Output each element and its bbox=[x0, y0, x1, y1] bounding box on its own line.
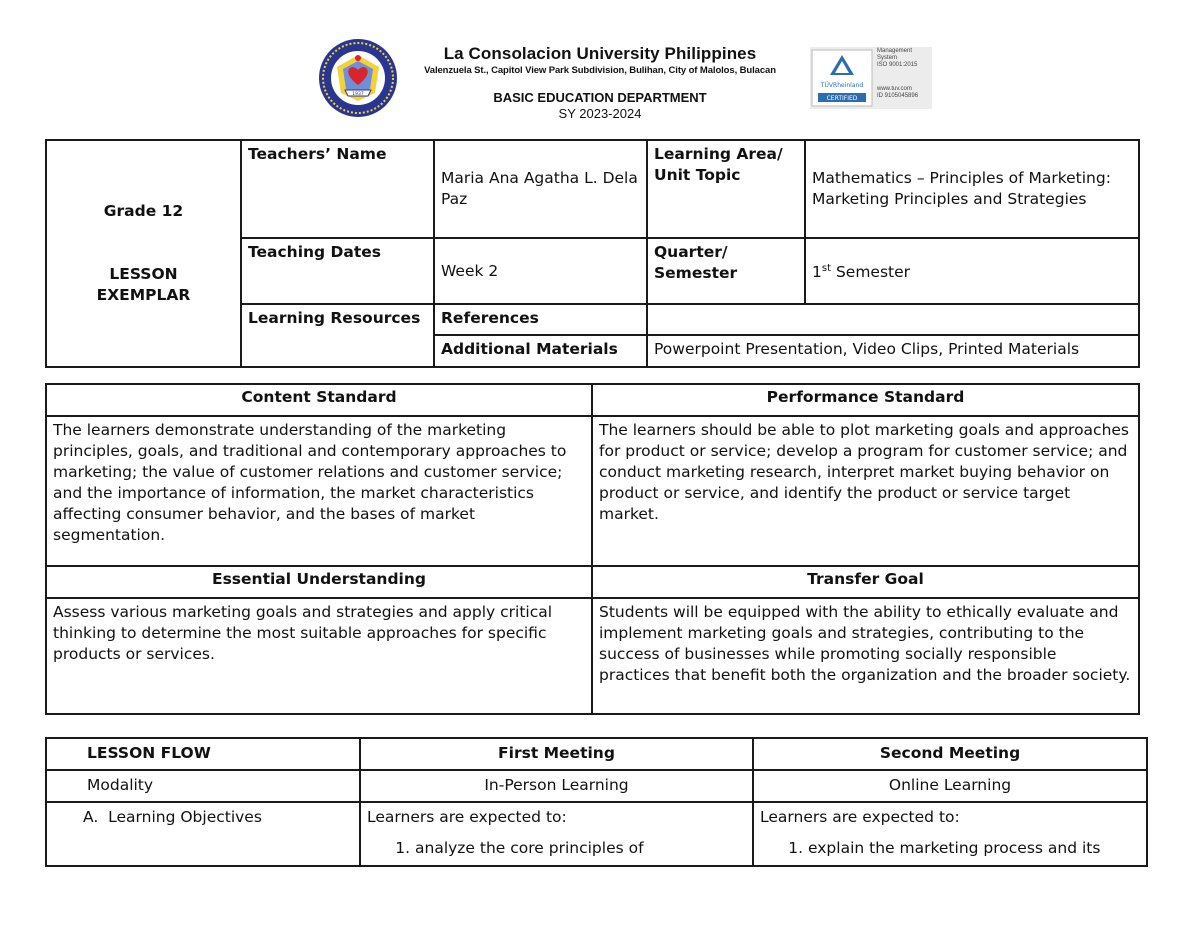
essential-understanding-text: Assess various marketing goals and strategies and apply critical thinking to determine the most suitable approaches for specific products or services. bbox=[46, 598, 592, 714]
semester-number: 1 bbox=[812, 263, 822, 282]
objective-item: 1. analyze the core principles of bbox=[415, 838, 746, 859]
quarter-value bbox=[805, 238, 1139, 304]
first-modality: In-Person Learning bbox=[360, 770, 753, 802]
second-modality: Online Learning bbox=[753, 770, 1147, 802]
transfer-goal-text: Students will be equipped with the ability to ethically evaluate and implement marketing goals and strategies, contributing to the success of businesses while promoting socially responsible practices that benefit both the organization and the broader society. bbox=[592, 598, 1139, 714]
teaching-dates-label: Teaching Dates bbox=[241, 238, 434, 304]
quarter-label: Quarter/ Semester bbox=[647, 238, 805, 304]
second-objectives-cell bbox=[753, 802, 1147, 866]
objectives-marker: A. bbox=[83, 808, 99, 826]
cert-brand: TÜVRheinland bbox=[820, 82, 864, 89]
modality-label: Modality bbox=[46, 770, 360, 802]
learning-area-label bbox=[647, 140, 805, 238]
references-value bbox=[647, 304, 1139, 335]
essential-understanding-header: Essential Understanding bbox=[46, 566, 592, 598]
header-text-block bbox=[410, 44, 790, 121]
performance-standard-header: Performance Standard bbox=[592, 384, 1139, 416]
second-objectives-list bbox=[760, 838, 1140, 859]
semester-text: Semester bbox=[831, 263, 911, 282]
doc-type-label: LESSON EXEMPLAR bbox=[96, 265, 191, 304]
objective-item: 1. explain the marketing process and its bbox=[808, 838, 1140, 859]
grade-cell bbox=[46, 140, 241, 367]
learning-area-label-line: Learning Area/ bbox=[654, 145, 783, 163]
first-objectives-intro: Learners are expected to: bbox=[367, 808, 567, 826]
additional-materials-value: Powerpoint Presentation, Video Clips, Printed Materials bbox=[647, 335, 1139, 367]
performance-standard-text: The learners should be able to plot marketing goals and approaches for product or service; develop a program for customer service; and conduct marketing research, interpret market buying behavior on product or service, and identify the product or service target market. bbox=[592, 416, 1139, 566]
university-name: La Consolacion University Philippines bbox=[443, 44, 757, 63]
grade-label: Grade 12 bbox=[103, 202, 184, 220]
cert-line: Management bbox=[877, 48, 913, 54]
teaching-dates-value: Week 2 bbox=[434, 238, 647, 304]
lesson-info-table bbox=[45, 139, 1140, 368]
cert-footer-line: www.tuv.com bbox=[877, 85, 912, 92]
cert-line: System bbox=[877, 55, 898, 62]
content-standard-header: Content Standard bbox=[46, 384, 592, 416]
learning-area-label-line: Unit Topic bbox=[654, 166, 741, 184]
standards-table bbox=[45, 383, 1140, 715]
additional-materials-label: Additional Materials bbox=[434, 335, 647, 367]
learning-area-value: Mathematics – Principles of Marketing: Marketing Principles and Strategies bbox=[805, 140, 1139, 238]
second-objectives-intro: Learners are expected to: bbox=[760, 808, 960, 826]
document-header bbox=[0, 0, 1200, 135]
lesson-flow-table bbox=[45, 737, 1148, 867]
university-address: Valenzuela St., Capitol View Park Subdivision, Bulihan, City of Malolos, Bulacan bbox=[424, 65, 776, 76]
school-year: SY 2023-2024 bbox=[558, 106, 642, 121]
objectives-label: Learning Objectives bbox=[108, 808, 262, 826]
teachers-name-label: Teachers’ Name bbox=[241, 140, 434, 238]
certification-text bbox=[877, 48, 932, 100]
cert-status: CERTIFIED bbox=[826, 95, 858, 102]
first-objectives-list bbox=[367, 838, 746, 859]
transfer-goal-header: Transfer Goal bbox=[592, 566, 1139, 598]
first-objectives-cell bbox=[360, 802, 753, 866]
references-label: References bbox=[434, 304, 647, 335]
second-meeting-header: Second Meeting bbox=[753, 738, 1147, 770]
teachers-name-value: Maria Ana Agatha L. Dela Paz bbox=[434, 140, 647, 238]
content-standard-text: The learners demonstrate understanding of the marketing principles, goals, and traditional and contemporary approaches to marketing; the value of customer relations and customer service; and the importance of information, the market characteristics affecting consumer behavior, and the bases of market segmentation. bbox=[46, 416, 592, 566]
first-meeting-header: First Meeting bbox=[360, 738, 753, 770]
department-title: BASIC EDUCATION DEPARTMENT bbox=[493, 90, 707, 105]
cert-footer-line: ID 9105045896 bbox=[877, 92, 919, 99]
university-seal-icon bbox=[318, 38, 398, 118]
objectives-label-cell bbox=[46, 802, 360, 866]
semester-suffix: st bbox=[821, 263, 832, 275]
learning-resources-label: Learning Resources bbox=[241, 304, 434, 367]
cert-line: ISO 9001:2015 bbox=[877, 62, 918, 69]
seal-year: 1937 bbox=[352, 92, 364, 97]
lesson-flow-header: LESSON FLOW bbox=[46, 738, 360, 770]
